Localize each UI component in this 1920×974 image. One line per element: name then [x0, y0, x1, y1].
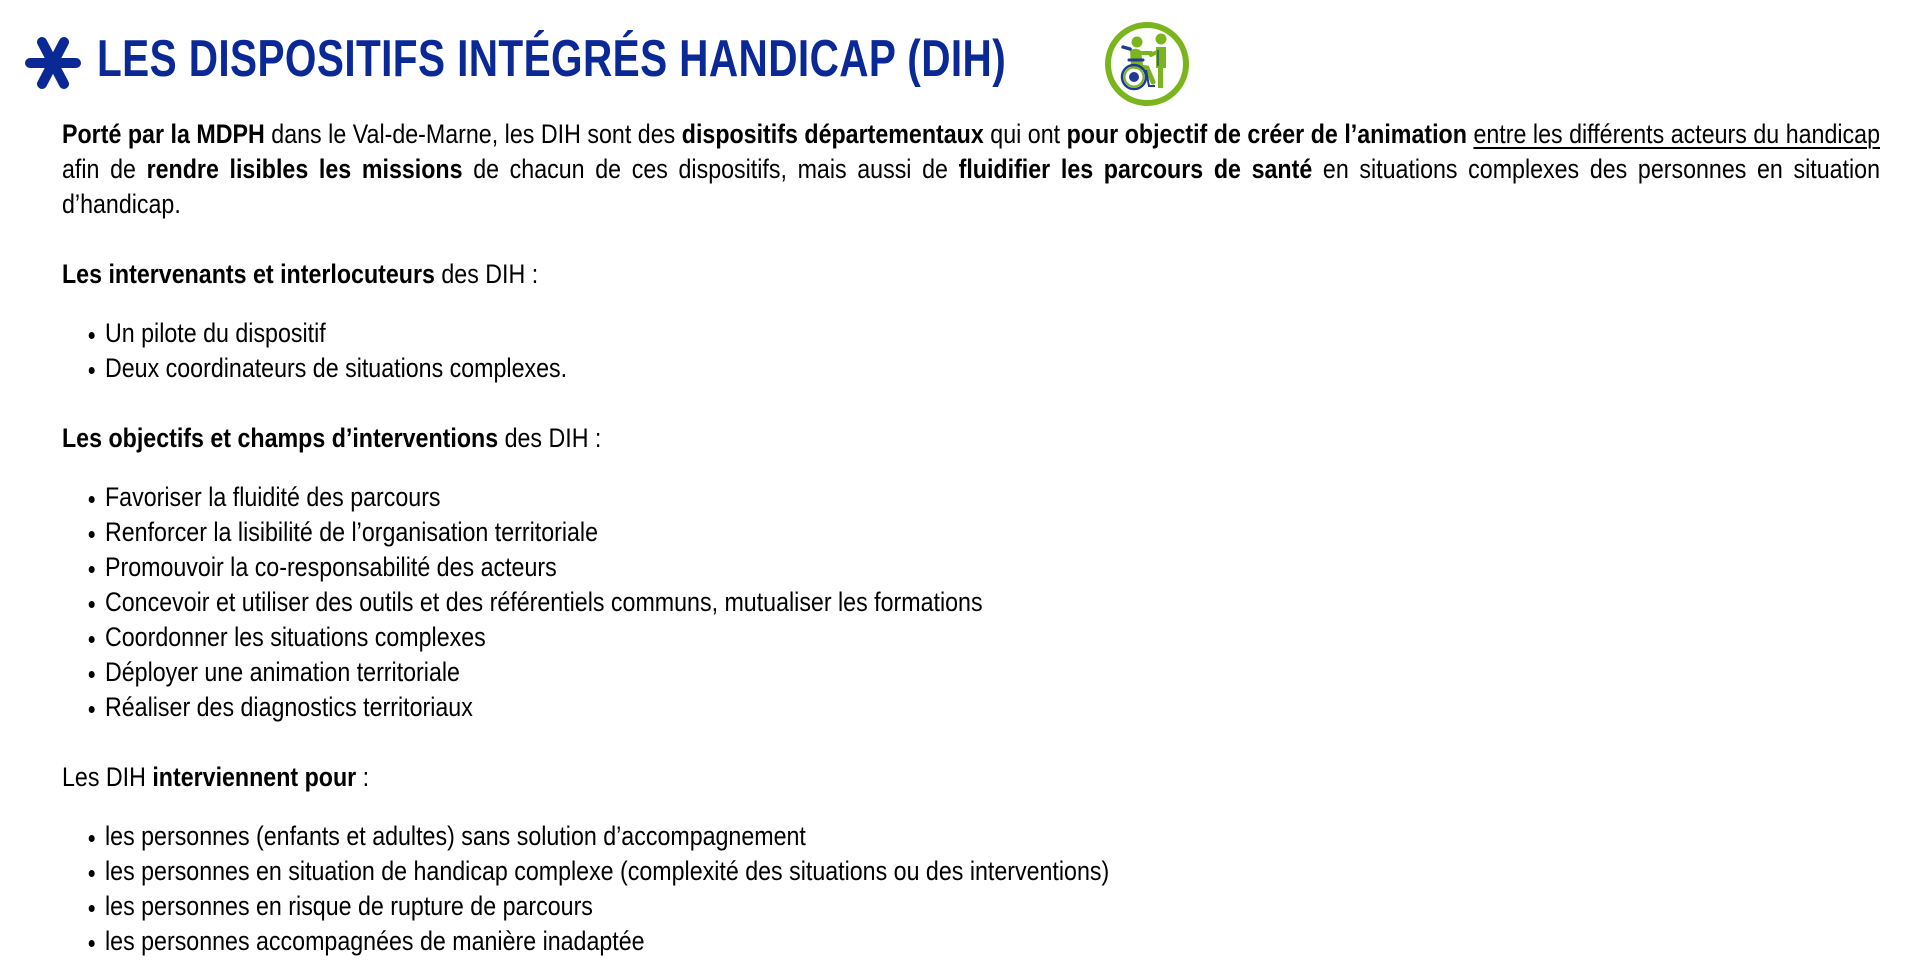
- heading-prefix: Les DIH: [62, 762, 153, 792]
- document-body: [62, 117, 1880, 959]
- asterisk-icon: [24, 36, 82, 90]
- heading-suffix: :: [356, 762, 370, 792]
- list-intervenants: [62, 316, 1880, 386]
- list-publics: [62, 819, 1880, 959]
- list-item: Coordonner les situations complexes: [62, 620, 1880, 655]
- wheelchair-assistance-icon: [1103, 20, 1191, 108]
- intro-paragraph: [62, 117, 1880, 222]
- list-item: Promouvoir la co-responsabilité des acteurs: [62, 550, 1880, 585]
- list-item: les personnes accompagnées de manière inadaptée: [62, 924, 1880, 959]
- list-item: les personnes en risque de rupture de parcours: [62, 889, 1880, 924]
- list-item: Concevoir et utiliser des outils et des référentiels communs, mutualiser les formations: [62, 585, 1880, 620]
- heading-bold: Les objectifs et champs d’interventions: [62, 423, 499, 453]
- intro-bold-mdph: Porté par la MDPH: [62, 119, 265, 149]
- section-heading-intervenants: [62, 257, 1880, 292]
- heading-bold: Les intervenants et interlocuteurs: [62, 259, 435, 289]
- intro-text: afin de: [62, 154, 147, 184]
- intro-text: dans le Val-de-Marne, les DIH sont des: [264, 119, 682, 149]
- intro-underlined-acteurs: entre les différents acteurs du handicap: [1473, 119, 1880, 149]
- page-title: LES DISPOSITIFS INTÉGRÉS HANDICAP (DIH): [97, 30, 1007, 88]
- list-item: Déployer une animation territoriale: [62, 655, 1880, 690]
- list-item: Deux coordinateurs de situations complexes.: [62, 351, 1880, 386]
- list-item: les personnes en situation de handicap complexe (complexité des situations ou des interventions): [62, 854, 1880, 889]
- intro-bold-dispositifs: dispositifs départementaux: [681, 119, 984, 149]
- list-item: les personnes (enfants et adultes) sans solution d’accompagnement: [62, 819, 1880, 854]
- list-item: Favoriser la fluidité des parcours: [62, 480, 1880, 515]
- intro-bold-parcours: fluidifier les parcours de santé: [958, 154, 1313, 184]
- intro-bold-objectif: pour objectif de créer de l’animation: [1066, 119, 1467, 149]
- list-objectifs: [62, 480, 1880, 725]
- page-header: [0, 0, 1920, 110]
- list-item: Réaliser des diagnostics territoriaux: [62, 690, 1880, 725]
- heading-suffix: des DIH :: [498, 423, 602, 453]
- heading-bold: interviennent pour: [152, 762, 357, 792]
- section-heading-interviennent: [62, 760, 1880, 795]
- intro-text: de chacun de ces dispositifs, mais aussi de: [462, 154, 959, 184]
- section-heading-objectifs: [62, 421, 1880, 456]
- list-item: Un pilote du dispositif: [62, 316, 1880, 351]
- intro-text: qui ont: [983, 119, 1067, 149]
- intro-text: en situations complexes des personnes en situation d’handicap.: [62, 154, 1880, 219]
- list-item: Renforcer la lisibilité de l’organisation territoriale: [62, 515, 1880, 550]
- heading-suffix: des DIH :: [434, 259, 539, 289]
- intro-bold-missions: rendre lisibles les missions: [146, 154, 463, 184]
